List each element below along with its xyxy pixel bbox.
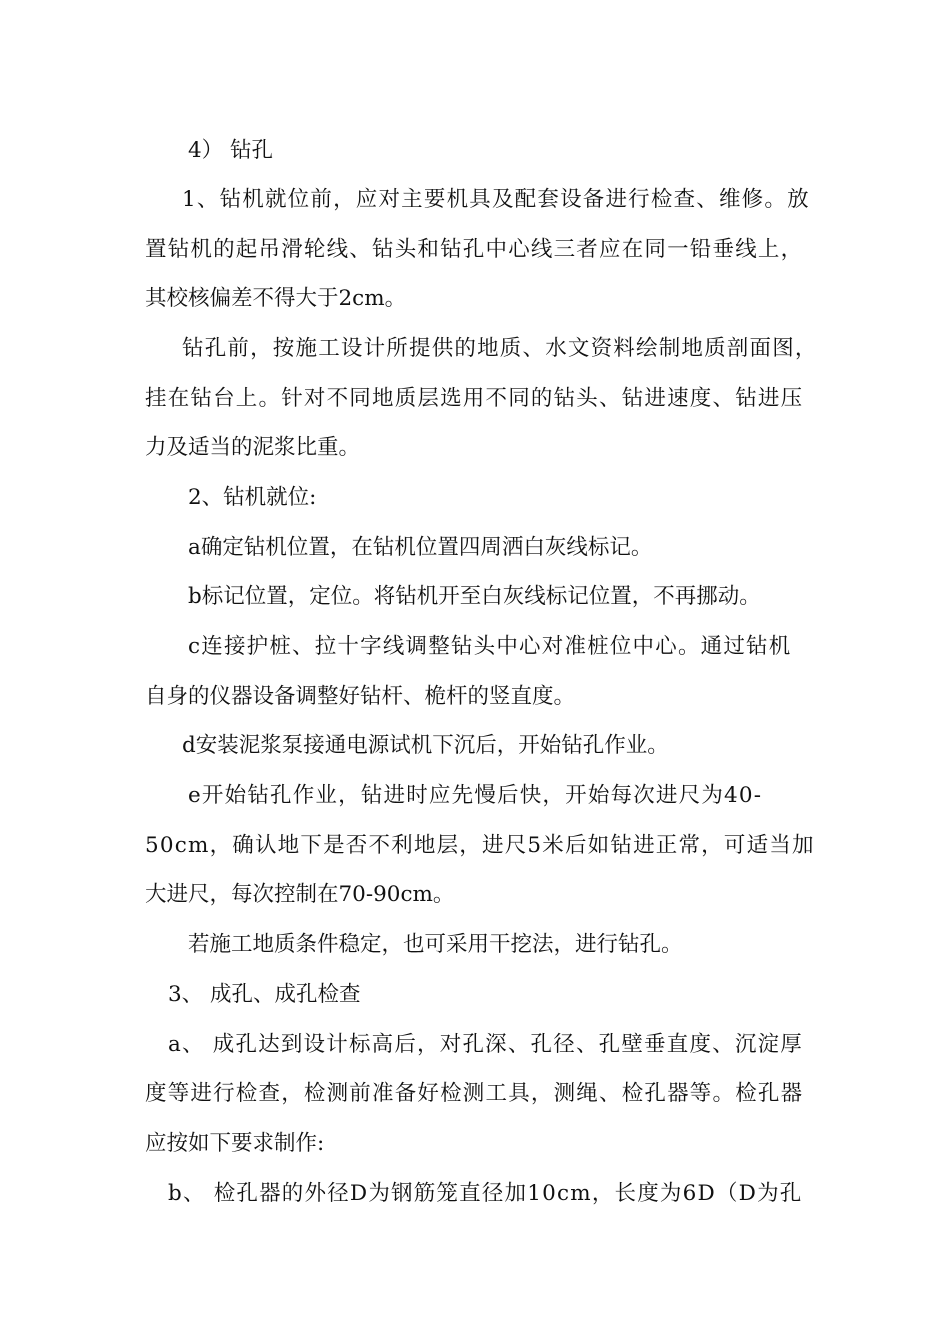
paragraph-line: c连接护桩、拉十字线调整钻头中心对准桩位中心。通过钻机 <box>188 634 792 659</box>
paragraph-line: 50cm，确认地下是否不利地层，进尺5米后如钻进正常，可适当加 <box>145 833 815 858</box>
paragraph-line: a、 成孔达到设计标高后，对孔深、孔径、孔壁垂直度、沉淀厚 <box>168 1032 803 1057</box>
heading-drilling: 4） 钻孔 <box>188 138 274 163</box>
paragraph-line: 钻孔前，按施工设计所提供的地质、水文资料绘制地质剖面图， <box>182 336 818 361</box>
paragraph-line: b标记位置，定位。将钻机开至白灰线标记位置，不再挪动。 <box>188 584 761 609</box>
paragraph-line: 自身的仪器设备调整好钻杆、桅杆的竖直度。 <box>145 684 576 709</box>
paragraph-line: 力及适当的泥浆比重。 <box>145 435 361 460</box>
paragraph-line: 挂在钻台上。针对不同地质层选用不同的钻头、钻进速度、钻进压 <box>145 386 804 411</box>
paragraph-line: 1、钻机就位前，应对主要机具及配套设备进行检查、维修。放 <box>182 187 810 212</box>
paragraph-line: b、 检孔器的外径D为钢筋笼直径加10cm，长度为6D（D为孔 <box>168 1181 803 1206</box>
paragraph-line: 大进尺，每次控制在70-90cm。 <box>145 882 455 907</box>
paragraph-line: e开始钻孔作业，钻进时应先慢后快，开始每次进尺为40- <box>188 783 763 808</box>
paragraph-line: a确定钻机位置，在钻机位置四周洒白灰线标记。 <box>188 535 653 560</box>
paragraph-line: 其校核偏差不得大于2cm。 <box>145 286 407 311</box>
paragraph-line: 置钻机的起吊滑轮线、钻头和钻孔中心线三者应在同一铅垂线上， <box>145 237 804 262</box>
subheading-hole-inspection: 3、 成孔、成孔检查 <box>168 982 361 1007</box>
subheading-drill-positioning: 2、钻机就位: <box>188 485 317 510</box>
paragraph-line: d安装泥浆泵接通电源试机下沉后，开始钻孔作业。 <box>182 733 669 758</box>
paragraph-line: 应按如下要求制作: <box>145 1131 325 1156</box>
paragraph-line: 若施工地质条件稳定，也可采用干挖法，进行钻孔。 <box>188 932 683 957</box>
paragraph-line: 度等进行检查，检测前准备好检测工具，测绳、检孔器等。检孔器 <box>145 1081 804 1106</box>
